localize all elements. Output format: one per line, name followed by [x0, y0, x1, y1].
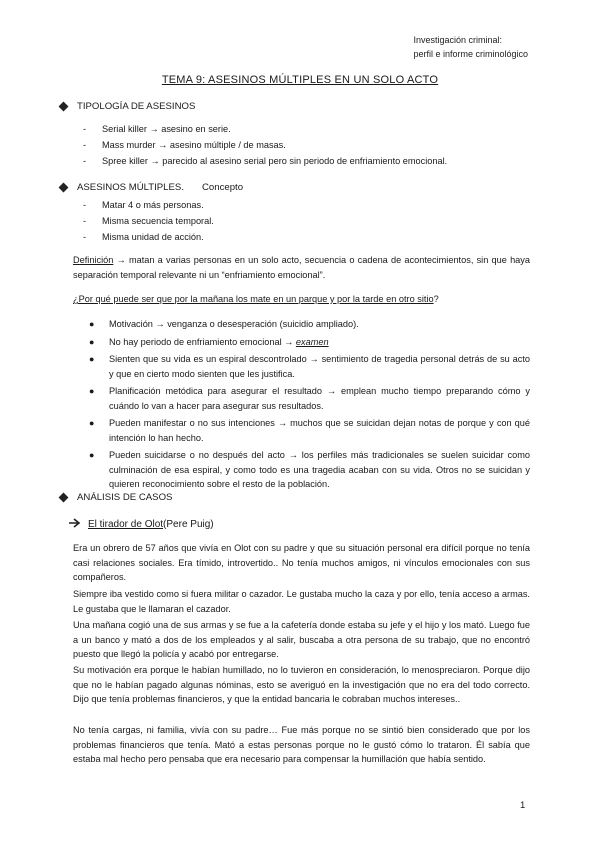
diamond-bullet-icon — [59, 102, 69, 112]
list-item: - Misma secuencia temporal. — [83, 216, 214, 226]
case-paragraph: No tenía cargas, ni familia, vivía con su padre… Fue más porque no se sintió bien considerado que por los problemas financieros que tenía. Mató a estas personas porque no le gustó cómo lo trataron. Él sabía que estaba mal hecho pero pensaba que era necesario para compensar la humillación que había sentido. — [73, 725, 530, 764]
header-line-1: Investigación criminal: — [413, 35, 502, 45]
list-item — [89, 317, 530, 332]
multiples-list — [83, 200, 214, 248]
diamond-bullet-icon — [59, 493, 69, 503]
list-item-text: Pueden suicidarse o no después del acto → los perfiles más tradicionales se suelen suicidar como culminación de esa espiral, y como todo es una tragedia acaban con su vida. Otros no se suicidan y quieren reconocimiento sobre el resto de la población. — [109, 450, 530, 489]
list-item-text: Sienten que su vida es un espiral descontrolado → sentimiento de tragedia personal detrás de su acto y que en cierto modo sienten que les justifica. — [109, 354, 530, 379]
list-item-text: Matar 4 o más personas. — [102, 200, 204, 210]
list-item-text: Misma unidad de acción. — [102, 232, 204, 242]
list-item-text: Serial killer → asesino en serie. — [102, 124, 231, 134]
list-item: - Misma unidad de acción. — [83, 232, 204, 242]
case-heading — [69, 518, 214, 531]
list-item: - Spree killer → parecido al asesino serial pero sin periodo de enfriamiento emocional. — [83, 156, 448, 166]
section-heading: ANÁLISIS DE CASOS — [77, 492, 173, 503]
section-analisis — [59, 492, 172, 503]
section-heading: TIPOLOGÍA DE ASESINOS — [77, 101, 196, 112]
bullet-icon: ● — [89, 450, 95, 460]
list-item-text: Pueden manifestar o no sus intenciones → muchos que se suicidan dejan notas de porque y con qué intención lo han hecho. — [109, 418, 530, 443]
list-item-text: No hay periodo de enfriamiento emocional → — [109, 336, 296, 347]
list-item-text: Motivación → venganza o desesperación (suicidio ampliado). — [109, 319, 359, 329]
question-text: ¿Por qué puede ser que por la mañana los mate en un parque y por la tarde en otro sitio — [73, 294, 434, 304]
list-item: - Serial killer → asesino en serie. — [83, 124, 231, 134]
bullet-icon: ● — [89, 319, 95, 329]
page-number: 1 — [520, 800, 526, 811]
bullet-icon: ● — [89, 386, 95, 396]
tipologia-list — [83, 124, 447, 172]
motives-list — [89, 317, 530, 492]
list-item-text: Planificación metódica para asegurar el resultado → emplean mucho tiempo preparando cómo y cuándo lo van a hacer para asegurar sus resultados. — [109, 386, 530, 411]
list-item — [89, 335, 530, 350]
page-title: TEMA 9: ASESINOS MÚLTIPLES EN UN SOLO ACTO — [161, 74, 439, 86]
list-item-text: Mass murder → asesino múltiple / de masas. — [102, 140, 286, 150]
diamond-bullet-icon — [59, 183, 69, 193]
case-paragraph: Era un obrero de 57 años que vivía en Olot con su padre y que su situación personal era difícil porque no tenía casi relaciones sociales. Era tímido, introvertido.. No tenía muchos amigos, ni vínculos emocionales con sus compañeros. — [73, 543, 530, 582]
list-item — [89, 448, 530, 492]
case-author: (Pere Puig) — [163, 519, 214, 530]
list-item-text: Spree killer → parecido al asesino serial pero sin periodo de enfriamiento emocional. — [102, 156, 448, 166]
header-line-2: perfil e informe criminológico — [413, 49, 528, 59]
list-item — [89, 416, 530, 445]
list-item: - Matar 4 o más personas. — [83, 200, 204, 210]
bullet-icon: ● — [89, 418, 95, 428]
question-mark: ? — [433, 294, 439, 304]
running-header — [413, 33, 528, 61]
section-tipologia — [59, 101, 195, 112]
section-subheading: Concepto — [201, 182, 244, 193]
list-item — [89, 384, 530, 413]
definition-label: Definición — [73, 255, 114, 265]
definition-text: → matan a varias personas en un solo acto, secuencia o cadena de acontecimientos, sin que haya separación temporal relevante ni un “enfriamiento emocional”. — [73, 255, 530, 280]
question-line — [73, 292, 530, 307]
definition-paragraph — [73, 253, 530, 282]
bullet-icon: ● — [89, 354, 95, 364]
list-item-text: Misma secuencia temporal. — [102, 216, 214, 226]
section-multiples — [59, 182, 243, 193]
arrow-right-icon — [69, 518, 83, 531]
bullet-icon: ● — [89, 336, 95, 347]
case-paragraph: Siempre iba vestido como si fuera militar o cazador. Le gustaba mucho la caza y por ello, tenía acceso a armas. Le gustaba que le llamaran el cazador. — [73, 589, 530, 614]
list-item: - Mass murder → asesino múltiple / de masas. — [83, 140, 286, 150]
case-paragraph: Una mañana cogió una de sus armas y se fue a la cafetería donde estaba su jefe y el hijo y los mató. Luego fue a un banco y mató a dos de los empleados y al salir, buscaba a otra persona de su trabajo, que no encontró puesto que llegó la policía y acabó por entregarse. — [73, 620, 530, 659]
section-heading: ASESINOS MÚLTIPLES. — [77, 182, 184, 193]
case-paragraph: Su motivación era porque le habían humillado, no lo tuvieron en consideración, lo menospreciaron. Porque dijo que no le habían pagado algunas nóminas, esto se averiguó en la investigación que no era del todo correcto. Dijo que tenía problemas financieros, y que la entidad bancaria le cobraban muchos intereses.. — [73, 665, 530, 704]
list-item — [89, 352, 530, 381]
exam-note: examen — [295, 336, 329, 347]
case-title: El tirador de Olot — [88, 519, 164, 530]
